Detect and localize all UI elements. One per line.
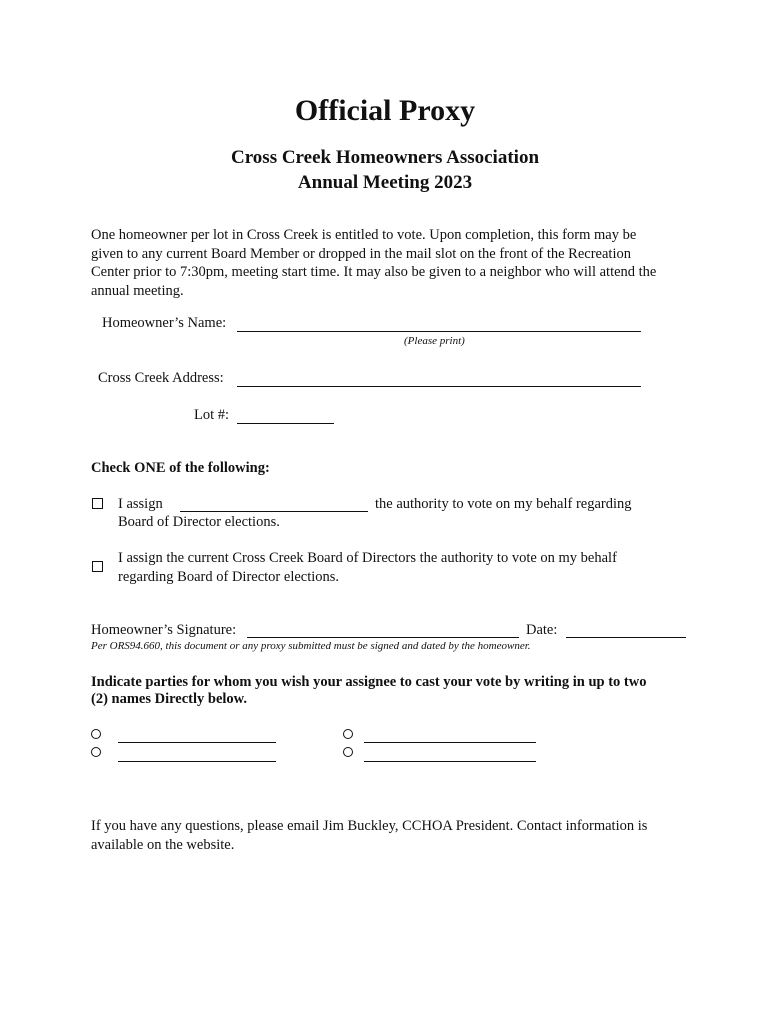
assignee-name-field[interactable] (180, 511, 368, 512)
indicate-line2: (2) names Directly below. (91, 691, 247, 707)
page-title: Official Proxy (294, 94, 476, 127)
check-heading: Check ONE of the following: (91, 460, 270, 476)
name-choice-field[interactable] (118, 761, 276, 762)
signature-note: Per ORS94.660, this document or any proxy submitted must be signed and dated by the homeowner. (91, 640, 531, 652)
option2-line1: I assign the current Cross Creek Board of Directors the authority to vote on my behalf (118, 550, 617, 566)
intro-paragraph (91, 226, 656, 300)
lot-field[interactable] (237, 423, 334, 424)
intro-line: annual meeting. (91, 282, 184, 299)
homeowner-name-field[interactable] (237, 331, 641, 332)
footer-line: available on the website. (91, 836, 235, 853)
address-field[interactable] (237, 386, 641, 387)
option1-suffix: the authority to vote on my behalf regarding (375, 496, 632, 512)
indicate-line1: Indicate parties for whom you wish your assignee to cast your vote by writing in up to two (91, 674, 647, 690)
name-choice-field[interactable] (118, 742, 276, 743)
meeting-name: Annual Meeting 2023 (297, 172, 473, 193)
signature-field[interactable] (247, 637, 519, 638)
name-choice-field[interactable] (364, 742, 536, 743)
name-choice-radio[interactable] (91, 747, 101, 757)
option1-checkbox[interactable] (92, 498, 103, 509)
footer-paragraph (91, 817, 647, 854)
option2-checkbox[interactable] (92, 561, 103, 572)
intro-line: Center prior to 7:30pm, meeting start time. It may also be given to a neighbor who will attend the (91, 264, 657, 280)
intro-line: One homeowner per lot in Cross Creek is entitled to vote. Upon completion, this form may be (91, 227, 637, 243)
footer-line: If you have any questions, please email Jim Buckley, CCHOA President. Contact information is (91, 818, 648, 834)
option1-line2: Board of Director elections. (118, 514, 280, 530)
option2-line2: regarding Board of Director elections. (118, 569, 340, 585)
lot-label: Lot #: (194, 407, 230, 423)
date-field[interactable] (566, 637, 686, 638)
name-choice-radio[interactable] (91, 729, 101, 739)
intro-line: given to any current Board Member or dropped in the mail slot on the front of the Recreation (91, 245, 631, 262)
homeowner-name-label: Homeowner’s Name: (102, 315, 227, 331)
print-hint: (Please print) (404, 335, 465, 347)
name-choice-radio[interactable] (343, 729, 353, 739)
signature-label: Homeowner’s Signature: (91, 622, 237, 638)
address-label: Cross Creek Address: (98, 370, 224, 386)
association-name: Cross Creek Homeowners Association (230, 147, 540, 168)
date-label: Date: (526, 622, 558, 638)
name-choice-radio[interactable] (343, 747, 353, 757)
name-choice-field[interactable] (364, 761, 536, 762)
option1-prefix: I assign (118, 496, 163, 512)
